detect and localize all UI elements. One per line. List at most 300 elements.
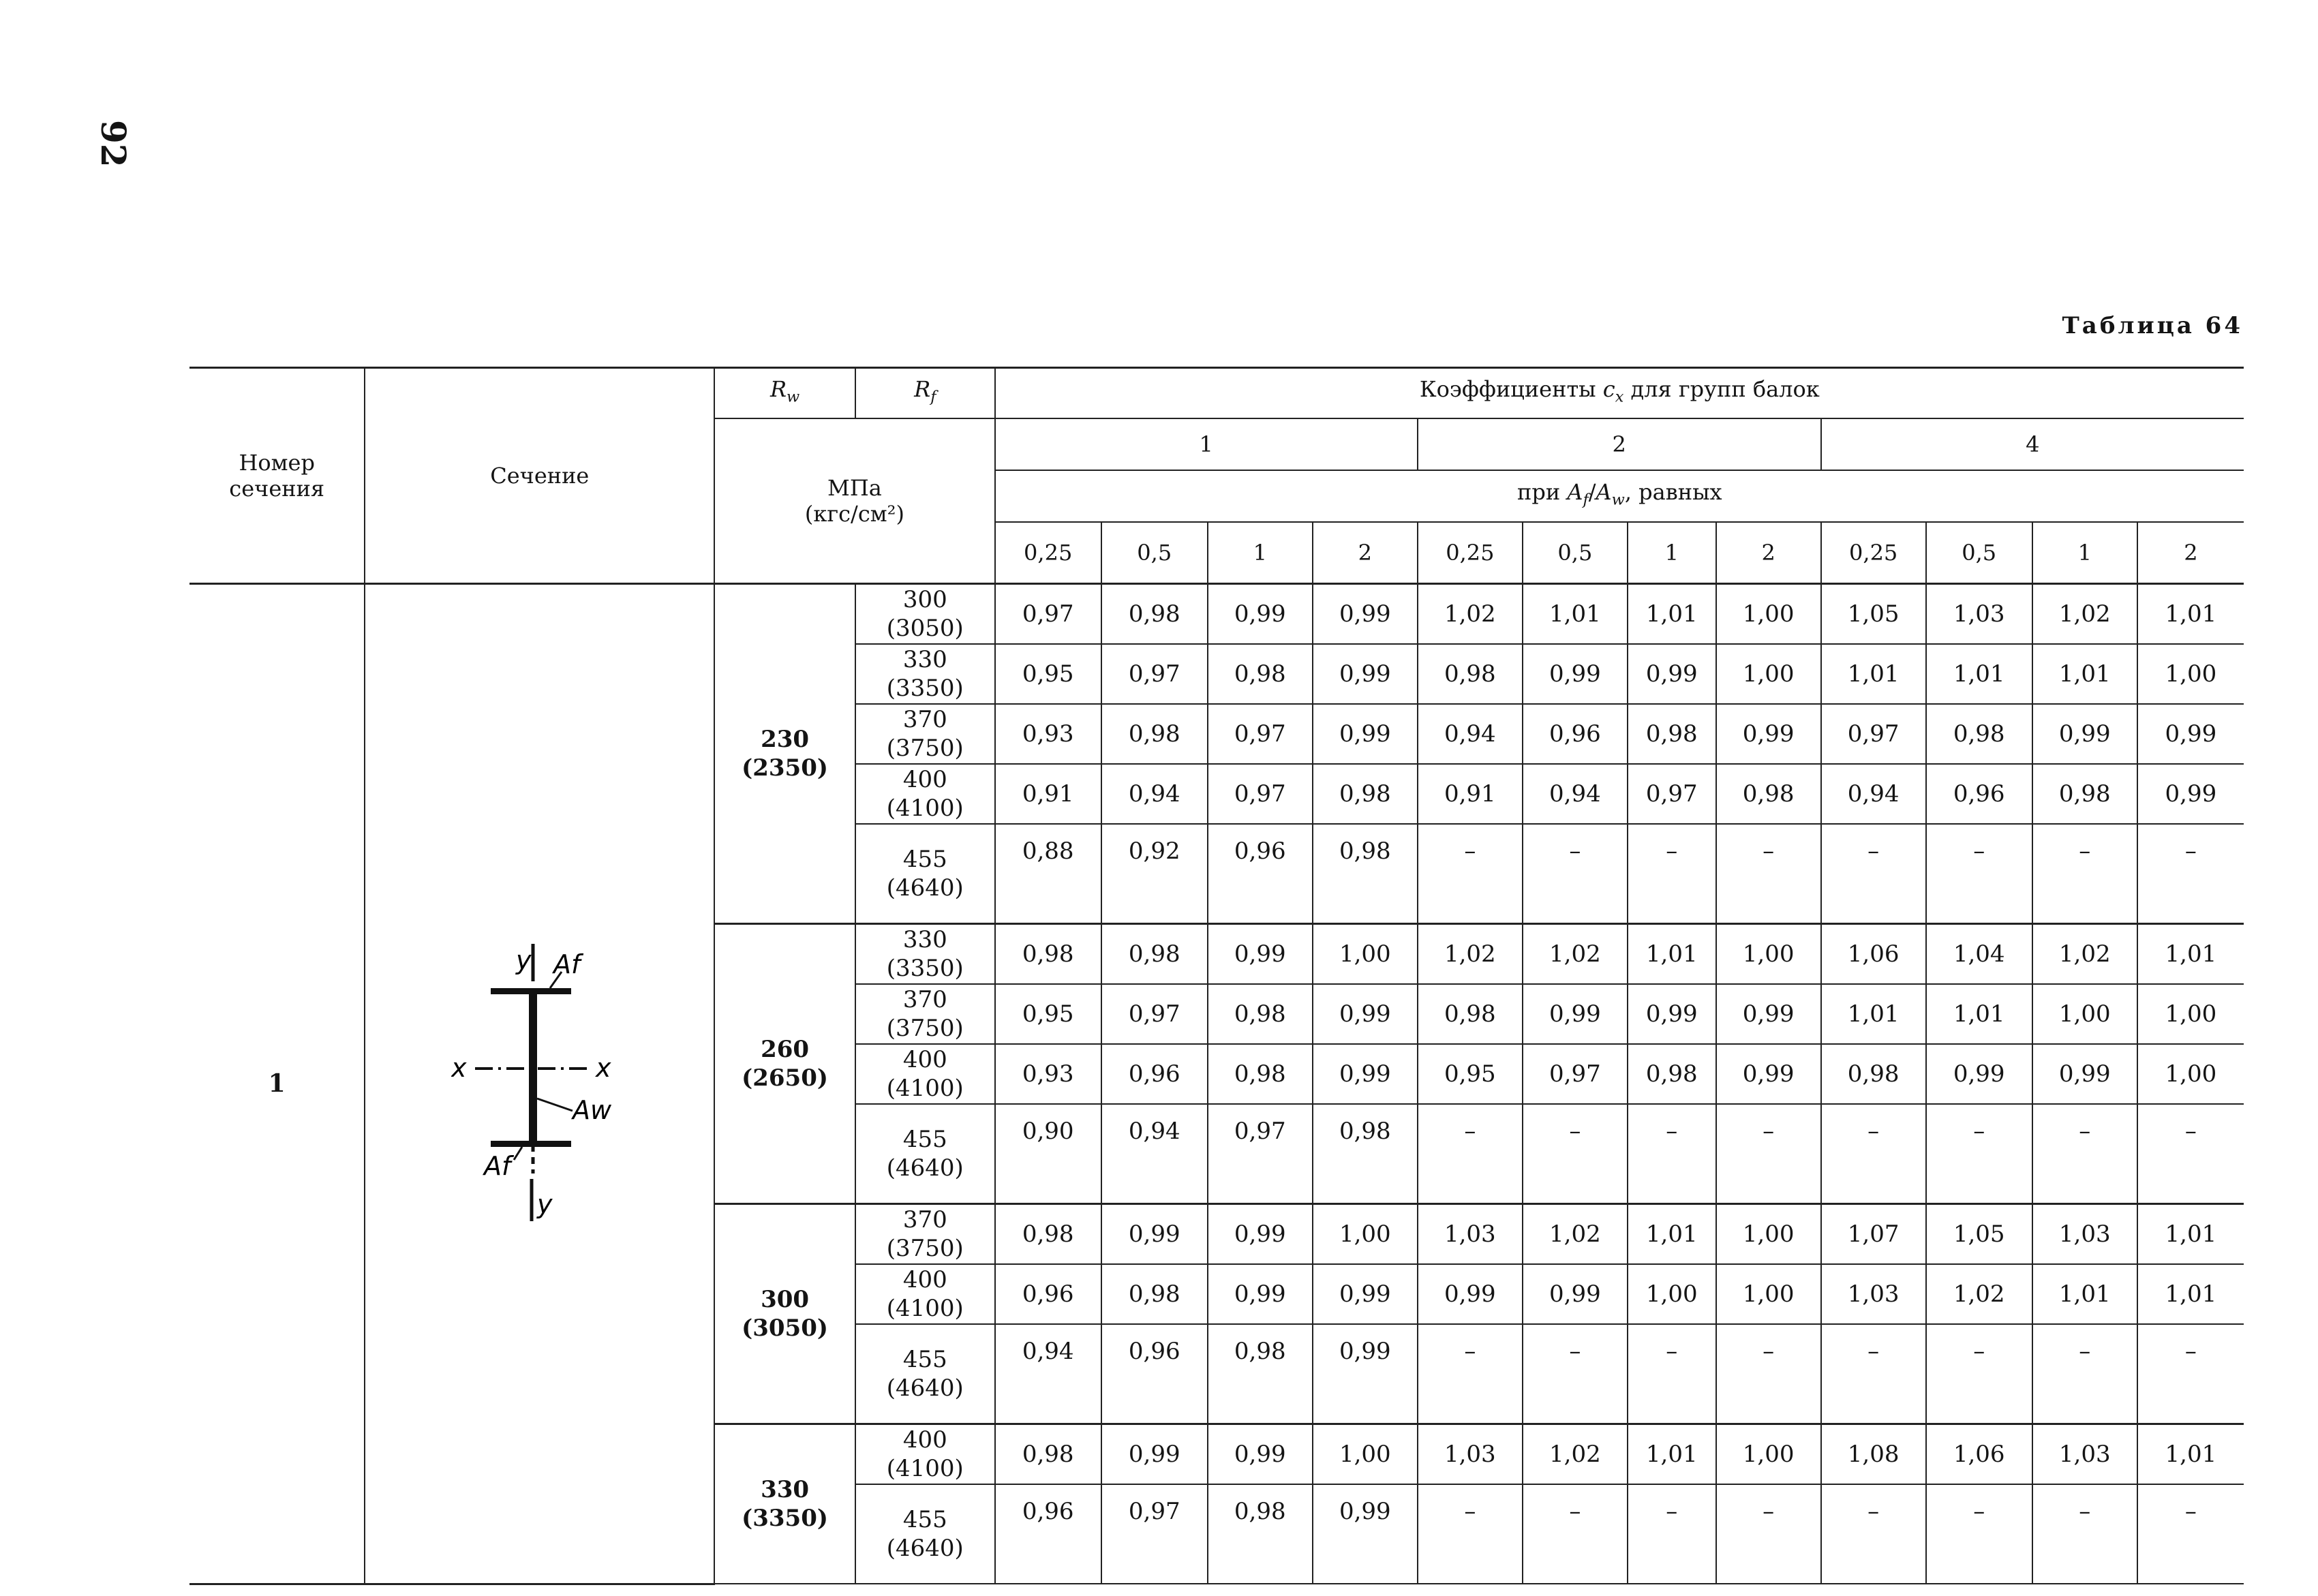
rw-value [715, 1035, 855, 1092]
header-ratio [995, 470, 2244, 522]
rf-cell [855, 824, 995, 924]
rf-cell [855, 1044, 995, 1104]
coefficient-cell: 0,99 [1313, 644, 1418, 704]
coefficient-cell: 0,98 [1313, 1104, 1418, 1204]
rf-subscript: f [930, 388, 936, 406]
coefficient-cell: – [1926, 1484, 2032, 1584]
coefficient-cell: 1,01 [1628, 584, 1716, 645]
i-beam-section-icon [451, 940, 628, 1227]
coefficient-cell: – [2032, 1104, 2137, 1204]
coefficient-cell: – [1523, 1104, 1628, 1204]
coefficient-cell: 0,88 [995, 824, 1101, 924]
coefficients-table [189, 367, 2244, 1585]
coefficient-cell: 1,01 [1821, 644, 1926, 704]
rw-cell [714, 1204, 855, 1424]
unit-mpa: МПа [827, 475, 882, 501]
table-caption: Таблица 64 [2062, 312, 2243, 339]
coefficient-cell: 0,98 [1628, 1044, 1716, 1104]
coefficient-cell: 0,96 [1208, 824, 1313, 924]
coefficient-cell: 0,94 [1821, 764, 1926, 824]
table-row [189, 584, 2244, 645]
coefficient-cell: 1,01 [2137, 584, 2244, 645]
rf-cell [855, 924, 995, 985]
coefficient-cell: 0,99 [1208, 1264, 1313, 1324]
label-aw: Aw [572, 1095, 611, 1126]
rf-mpa: 455 [902, 1126, 947, 1153]
header-section-number-label: Номер сечения [229, 450, 325, 502]
coefficient-cell: 0,99 [1716, 1044, 1821, 1104]
coefficient-cell: 1,03 [1418, 1424, 1523, 1485]
rf-cell [855, 1324, 995, 1424]
label-af-top: Af [553, 949, 581, 980]
af-bottom-leader [514, 1147, 522, 1160]
coefficient-cell: 0,99 [1313, 584, 1418, 645]
rf-value [856, 925, 994, 983]
coefficient-cell: 0,95 [995, 984, 1101, 1044]
coefficient-cell: 0,99 [1208, 1424, 1313, 1485]
rf-value [856, 1265, 994, 1323]
coefficient-cell: 0,98 [1418, 984, 1523, 1044]
rw-kgf: (3050) [742, 1315, 828, 1342]
coefficient-cell: 0,96 [1523, 704, 1628, 764]
coefficient-cell: 0,98 [1418, 644, 1523, 704]
coefficient-cell: 1,01 [2137, 1204, 2244, 1265]
coefficient-cell: 1,05 [1926, 1204, 2032, 1265]
rf-kgf: (4100) [886, 1455, 964, 1482]
coefficient-cell: 1,02 [1418, 924, 1523, 985]
rf-value [856, 1125, 994, 1182]
coefficient-cell: 0,99 [1313, 1324, 1418, 1424]
header-group-2: 2 [1418, 418, 1821, 470]
coefficient-cell: 1,00 [1313, 1204, 1418, 1265]
coefficient-cell: 1,03 [2032, 1424, 2137, 1485]
coefficient-cell: 0,96 [1926, 764, 2032, 824]
coefficient-cell: 0,95 [1418, 1044, 1523, 1104]
coefficient-cell: 1,01 [1926, 644, 2032, 704]
rw-value [715, 1475, 855, 1533]
rf-value [856, 985, 994, 1043]
coefficient-cell: – [1628, 1104, 1716, 1204]
header-section [365, 368, 714, 584]
coefficient-cell: – [1821, 1484, 1926, 1584]
rf-cell [855, 764, 995, 824]
coefficient-cell: 1,02 [1926, 1264, 2032, 1324]
coefficient-cell: 0,97 [1628, 764, 1716, 824]
coefficient-cell: 1,00 [1628, 1264, 1716, 1324]
header-ratio-value: 0,25 [995, 522, 1101, 584]
coefficient-cell: 1,01 [1523, 584, 1628, 645]
coefficient-cell: 0,99 [1101, 1424, 1208, 1485]
rw-mpa: 230 [761, 726, 810, 753]
coefficient-cell: – [1926, 1324, 2032, 1424]
rw-kgf: (3350) [742, 1505, 828, 1532]
coefficient-cell: 0,98 [1101, 1264, 1208, 1324]
coefficient-cell: 0,96 [1101, 1324, 1208, 1424]
rw-mpa: 260 [761, 1036, 810, 1063]
header-ratio-value: 1 [2032, 522, 2137, 584]
coefficient-cell: 0,98 [1101, 704, 1208, 764]
coefficient-cell: 1,01 [1926, 984, 2032, 1044]
coefficient-cell: 1,00 [1313, 1424, 1418, 1485]
coefficient-cell: 0,91 [1418, 764, 1523, 824]
label-y-top: y [515, 945, 532, 976]
rw-cell [714, 584, 855, 924]
rf-cell [855, 644, 995, 704]
coefficient-cell: 0,99 [2137, 704, 2244, 764]
coefficient-cell: 0,99 [1628, 984, 1716, 1044]
coefficient-cell: 1,01 [1821, 984, 1926, 1044]
coefficient-cell: 0,99 [1926, 1044, 2032, 1104]
aw-leader [537, 1099, 573, 1111]
coefficient-cell: 0,92 [1101, 824, 1208, 924]
section-figure [365, 940, 714, 1227]
coefficient-cell: 1,02 [1523, 924, 1628, 985]
label-x-right: x [595, 1053, 611, 1084]
ratio-af-subscript: f [1583, 491, 1589, 509]
coefficient-cell: – [2137, 824, 2244, 924]
rf-cell [855, 1204, 995, 1265]
header-coefficients [995, 368, 2244, 419]
rf-cell [855, 1264, 995, 1324]
header-ratio-value: 0,5 [1101, 522, 1208, 584]
rf-cell [855, 1424, 995, 1485]
coefficient-cell: – [1716, 1324, 1821, 1424]
section-number-cell [189, 584, 365, 1584]
coefficient-cell: 0,98 [1821, 1044, 1926, 1104]
coefficient-cell: 1,01 [2137, 924, 2244, 985]
rf-value [856, 845, 994, 902]
rf-value [856, 1045, 994, 1103]
coefficient-cell: 1,02 [1418, 584, 1523, 645]
rf-cell [855, 1104, 995, 1204]
coefficient-cell: – [2137, 1104, 2244, 1204]
coefficient-cell: 1,06 [1821, 924, 1926, 985]
coefficient-cell: 1,02 [2032, 924, 2137, 985]
header-section-label: Сечение [490, 463, 590, 489]
rf-kgf: (4640) [886, 1375, 964, 1402]
rf-value [856, 585, 994, 643]
coefficient-cell: 0,99 [1208, 584, 1313, 645]
rw-mpa: 330 [761, 1476, 810, 1503]
header-ratio-value: 0,25 [1418, 522, 1523, 584]
coefficient-cell: – [1716, 1104, 1821, 1204]
coefficient-cell: 1,00 [2137, 644, 2244, 704]
rf-cell [855, 584, 995, 645]
coefficient-cell: 1,01 [1628, 1424, 1716, 1485]
coefficient-cell: 1,01 [2032, 644, 2137, 704]
ratio-aw-symbol: A [1596, 479, 1612, 506]
coefficient-cell: 0,99 [1313, 1484, 1418, 1584]
coefficient-cell: 1,01 [2032, 1264, 2137, 1324]
coefficient-cell: 1,05 [1821, 584, 1926, 645]
coefficient-cell: 1,03 [2032, 1204, 2137, 1265]
coefficient-cell: 0,99 [1523, 984, 1628, 1044]
coefficient-cell: 0,97 [1523, 1044, 1628, 1104]
rf-mpa: 330 [902, 646, 947, 673]
coefficient-cell: 0,99 [2032, 1044, 2137, 1104]
ratio-suffix: , равных [1624, 479, 1722, 506]
table-body [189, 584, 2244, 1584]
coefficient-cell: 1,06 [1926, 1424, 2032, 1485]
coefficient-cell: 0,98 [995, 1424, 1101, 1485]
header-ratio-value: 1 [1208, 522, 1313, 584]
table-header [189, 368, 2244, 584]
coefficient-cell: 1,02 [2032, 584, 2137, 645]
coefficient-cell: 0,90 [995, 1104, 1101, 1204]
label-x-left: x [451, 1053, 467, 1084]
coefficient-cell: 1,00 [1716, 1204, 1821, 1265]
rf-mpa: 370 [902, 706, 947, 733]
header-units [714, 418, 994, 584]
rf-kgf: (3050) [886, 615, 964, 642]
coefficient-cell: 1,02 [1523, 1424, 1628, 1485]
rf-kgf: (4100) [886, 1075, 964, 1102]
coefficient-cell: – [1821, 1104, 1926, 1204]
coefficient-cell: 0,99 [1716, 984, 1821, 1044]
rf-kgf: (4640) [886, 874, 964, 902]
coefficient-cell: 0,99 [1628, 644, 1716, 704]
coefficient-cell: 0,97 [1821, 704, 1926, 764]
coefficient-cell: 0,98 [1716, 764, 1821, 824]
coefficient-cell: 0,96 [995, 1264, 1101, 1324]
coefficient-cell: – [1523, 824, 1628, 924]
rf-kgf: (3350) [886, 675, 964, 702]
coefficient-cell: 0,97 [1101, 1484, 1208, 1584]
rf-mpa: 370 [902, 986, 947, 1013]
coefficient-cell: 0,95 [995, 644, 1101, 704]
header-ratio-value: 0,5 [1926, 522, 2032, 584]
coefficient-cell: 1,03 [1418, 1204, 1523, 1265]
label-af-bottom: Af [483, 1151, 511, 1182]
coefficient-cell: 0,96 [1101, 1044, 1208, 1104]
rw-value [715, 1285, 855, 1342]
coefficient-cell: 0,98 [1208, 984, 1313, 1044]
rf-value [856, 1426, 994, 1483]
coefficient-cell: 0,99 [1208, 1204, 1313, 1265]
rf-symbol: R [914, 376, 931, 403]
coefficient-cell: 0,97 [1101, 984, 1208, 1044]
coef-prefix: Коэффициенты [1419, 376, 1603, 403]
coefficient-cell: 0,99 [1208, 924, 1313, 985]
rf-cell [855, 1484, 995, 1584]
coefficient-cell: 0,98 [995, 924, 1101, 985]
rf-mpa: 455 [902, 1346, 947, 1373]
page-number: 92 [93, 120, 134, 168]
header-ratio-value: 1 [1628, 522, 1716, 584]
coefficient-cell: 0,99 [1313, 1264, 1418, 1324]
ratio-slash: / [1588, 479, 1596, 506]
ratio-af-symbol: A [1567, 479, 1583, 506]
coefficient-cell: 1,00 [2032, 984, 2137, 1044]
rf-value [856, 705, 994, 763]
section-figure-cell [365, 584, 714, 1584]
coefficient-cell: 1,00 [1313, 924, 1418, 985]
top-flange [491, 988, 571, 994]
coefficient-cell: 1,01 [2137, 1424, 2244, 1485]
coefficient-cell: 1,08 [1821, 1424, 1926, 1485]
rw-symbol: R [769, 376, 787, 403]
rf-cell [855, 704, 995, 764]
coefficient-cell: – [1418, 1484, 1523, 1584]
rf-kgf: (3750) [886, 735, 964, 762]
coefficient-cell: 0,97 [1208, 1104, 1313, 1204]
coefficient-cell: 1,02 [1523, 1204, 1628, 1265]
coefficient-cell: – [2032, 1324, 2137, 1424]
coefficient-cell: 1,00 [1716, 924, 1821, 985]
header-ratio-value: 0,25 [1821, 522, 1926, 584]
coefficient-cell: 0,94 [1101, 764, 1208, 824]
coefficient-cell: 0,91 [995, 764, 1101, 824]
rf-mpa: 400 [902, 766, 947, 793]
rf-kgf: (4100) [886, 795, 964, 822]
rf-mpa: 300 [902, 586, 947, 613]
coefficient-cell: 0,97 [1101, 644, 1208, 704]
rf-kgf: (3750) [886, 1015, 964, 1042]
coefficient-cell: 0,98 [995, 1204, 1101, 1265]
coefficient-cell: – [2032, 1484, 2137, 1584]
rf-value [856, 645, 994, 703]
coefficient-cell: 0,98 [1628, 704, 1716, 764]
coefficient-cell: 0,98 [1208, 1324, 1313, 1424]
rf-value [856, 1505, 994, 1563]
coefficient-cell: – [1418, 824, 1523, 924]
coef-symbol: c [1602, 376, 1615, 403]
coefficient-cell: 0,98 [1208, 644, 1313, 704]
section-number: 1 [268, 1069, 286, 1098]
coefficient-cell: 0,99 [2137, 764, 2244, 824]
header-ratio-value: 2 [1313, 522, 1418, 584]
rf-kgf: (3350) [886, 955, 964, 982]
coefficient-cell: 0,98 [1101, 584, 1208, 645]
coefficient-cell: 0,94 [1418, 704, 1523, 764]
coefficient-cell: 0,99 [1101, 1204, 1208, 1265]
coefficient-cell: 0,99 [1716, 704, 1821, 764]
coefficient-cell: 0,98 [1101, 924, 1208, 985]
coefficient-cell: – [1821, 1324, 1926, 1424]
rw-subscript: w [787, 388, 800, 406]
coefficient-cell: – [1628, 1324, 1716, 1424]
rf-kgf: (3750) [886, 1235, 964, 1262]
coefficient-cell: – [1926, 1104, 2032, 1204]
rw-cell [714, 1424, 855, 1584]
label-y-bottom: y [536, 1189, 553, 1220]
coefficient-cell: 0,98 [2032, 764, 2137, 824]
unit-kgf: (кгс/см²) [804, 501, 904, 527]
coefficient-cell: 0,99 [1523, 644, 1628, 704]
coef-suffix: для групп балок [1623, 376, 1820, 403]
rf-kgf: (4640) [886, 1535, 964, 1562]
coefficient-cell: – [1628, 824, 1716, 924]
coefficient-cell: – [1418, 1104, 1523, 1204]
coefficient-cell: – [2032, 824, 2137, 924]
coefficient-cell: 1,00 [2137, 1044, 2244, 1104]
coefficient-cell: – [1523, 1324, 1628, 1424]
coefficient-cell: – [1926, 824, 2032, 924]
coefficient-cell: 0,99 [1523, 1264, 1628, 1324]
coefficient-cell: – [1418, 1324, 1523, 1424]
coefficient-cell: 0,96 [995, 1484, 1101, 1584]
rf-mpa: 330 [902, 926, 947, 953]
coefficient-cell: – [1716, 824, 1821, 924]
coefficient-cell: 0,97 [1208, 704, 1313, 764]
rf-value [856, 765, 994, 823]
coefficient-cell: 1,00 [1716, 584, 1821, 645]
rf-cell [855, 984, 995, 1044]
coefficient-cell: 1,00 [1716, 1424, 1821, 1485]
header-rf [855, 368, 995, 419]
rf-mpa: 400 [902, 1426, 947, 1454]
rw-value [715, 725, 855, 782]
header-ratio-value: 2 [2137, 522, 2244, 584]
coefficient-cell: 1,01 [2137, 1264, 2244, 1324]
rf-mpa: 400 [902, 1046, 947, 1073]
coefficient-cell: – [1716, 1484, 1821, 1584]
coefficient-cell: – [1821, 824, 1926, 924]
coefficient-cell: 0,98 [1926, 704, 2032, 764]
coefficient-cell: 0,99 [2032, 704, 2137, 764]
coefficient-cell: – [2137, 1324, 2244, 1424]
coefficient-cell: 0,98 [1208, 1484, 1313, 1584]
coefficient-cell: 1,07 [1821, 1204, 1926, 1265]
coefficient-cell: 1,00 [1716, 644, 1821, 704]
coef-subscript: x [1615, 388, 1624, 406]
header-group-1: 1 [995, 418, 1418, 470]
rf-value [856, 1206, 994, 1263]
coefficient-cell: 1,01 [1628, 1204, 1716, 1265]
rw-kgf: (2350) [742, 754, 828, 782]
rw-kgf: (2650) [742, 1064, 828, 1092]
rf-mpa: 455 [902, 846, 947, 873]
bottom-flange [491, 1141, 571, 1147]
rf-kgf: (4100) [886, 1295, 964, 1322]
coefficient-cell: 1,00 [2137, 984, 2244, 1044]
coefficient-cell: 0,93 [995, 704, 1101, 764]
header-ratio-value: 2 [1716, 522, 1821, 584]
coefficient-cell: 0,94 [995, 1324, 1101, 1424]
coefficient-cell: 0,98 [1313, 824, 1418, 924]
coefficient-cell: 0,97 [1208, 764, 1313, 824]
coefficient-cell: – [2137, 1484, 2244, 1584]
coefficient-cell: 0,94 [1523, 764, 1628, 824]
rw-cell [714, 924, 855, 1204]
ratio-aw-subscript: w [1611, 491, 1625, 509]
rf-mpa: 455 [902, 1506, 947, 1533]
rf-mpa: 370 [902, 1206, 947, 1233]
rf-kgf: (4640) [886, 1154, 964, 1182]
header-ratio-value: 0,5 [1523, 522, 1628, 584]
coefficient-cell: 1,01 [1628, 924, 1716, 985]
coefficient-cell: 0,98 [1208, 1044, 1313, 1104]
header-section-number [189, 368, 365, 584]
coefficient-cell: 1,03 [1926, 584, 2032, 645]
coefficient-cell: – [1523, 1484, 1628, 1584]
coefficient-cell: 0,93 [995, 1044, 1101, 1104]
header-group-4: 4 [1821, 418, 2244, 470]
coefficient-cell: 0,99 [1418, 1264, 1523, 1324]
rf-value [856, 1345, 994, 1402]
coefficient-cell: 0,99 [1313, 984, 1418, 1044]
coefficient-cell: 0,99 [1313, 704, 1418, 764]
coefficient-cell: 0,97 [995, 584, 1101, 645]
coefficient-cell: 1,03 [1821, 1264, 1926, 1324]
coefficient-cell: 0,98 [1313, 764, 1418, 824]
header-rw [714, 368, 855, 419]
coefficient-cell: 0,94 [1101, 1104, 1208, 1204]
coefficient-cell: 1,00 [1716, 1264, 1821, 1324]
rf-mpa: 400 [902, 1266, 947, 1293]
coefficient-cell: – [1628, 1484, 1716, 1584]
rw-mpa: 300 [761, 1286, 810, 1313]
